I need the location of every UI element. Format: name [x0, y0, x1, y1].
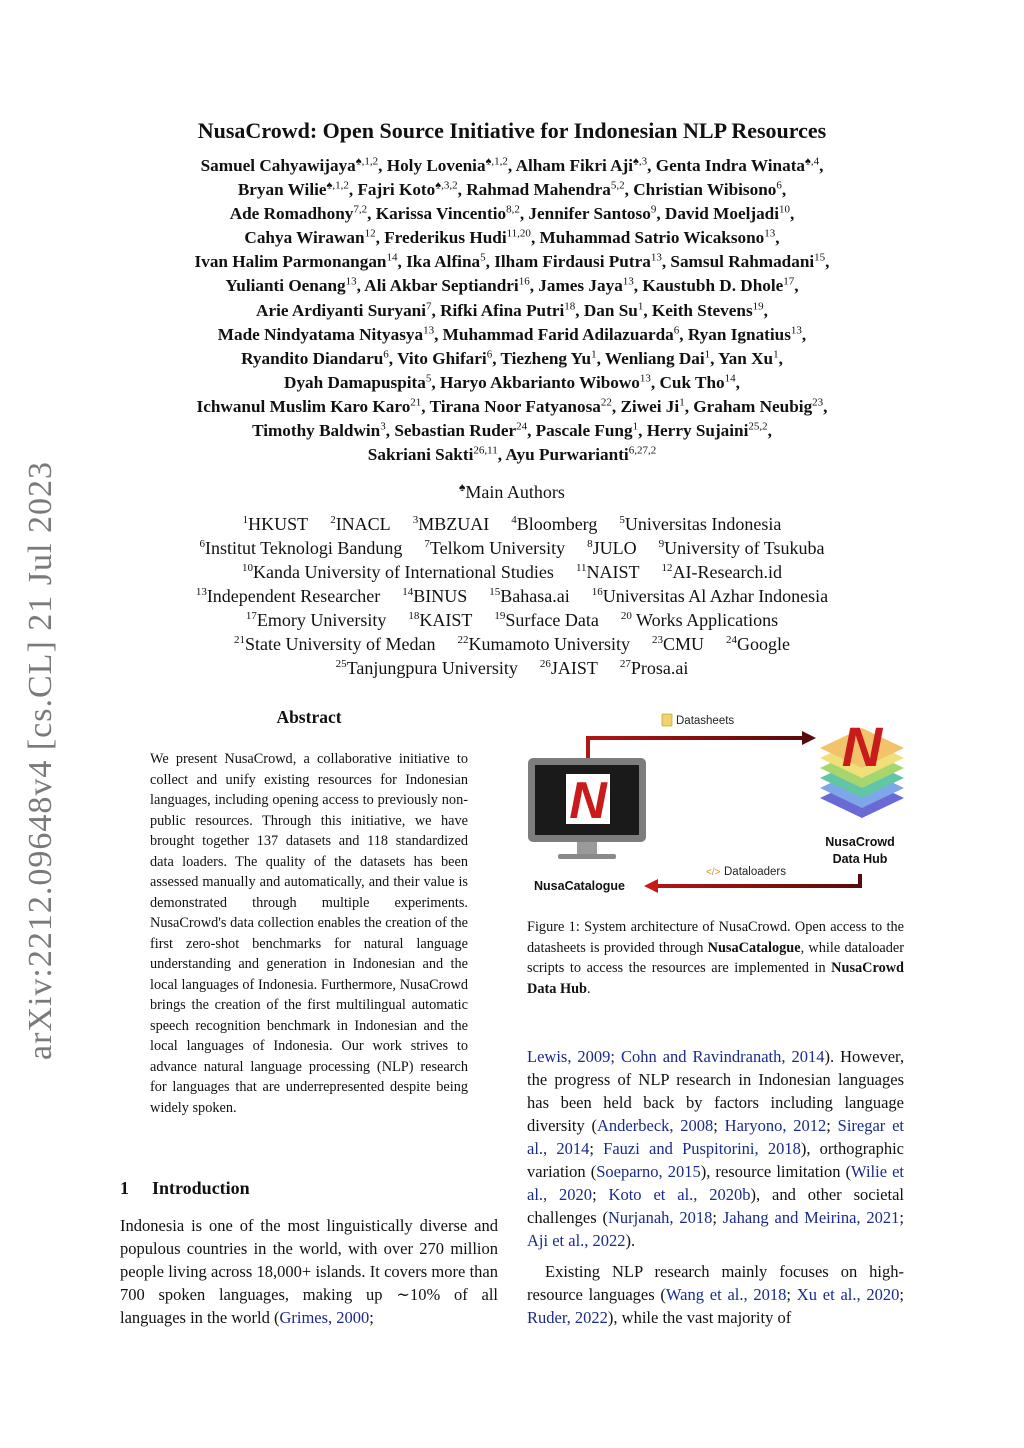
body-text: ;	[589, 1139, 604, 1158]
author-affiliation-marker: 9	[650, 203, 657, 216]
author-affiliation-marker: 1	[704, 348, 711, 361]
author-affiliation-marker: 13	[622, 275, 634, 288]
affiliation-number: 10	[242, 562, 253, 574]
author-name: Dyah Damapuspita	[284, 372, 426, 392]
affiliation-name: Bloomberg	[516, 514, 598, 534]
caption-bold-term: NusaCrowd Data Hub	[527, 960, 904, 997]
author-line: Ichwanul Muslim Karo Karo$^{21}$, Tirana Noor Fatyanosa$^{22}$, Ziwei Ji$^1$, Graham Neubig$^{23}$,	[196, 396, 828, 416]
author-name: Holy Lovenia	[386, 156, 486, 175]
author-affiliation-marker: ♠,3	[633, 155, 648, 168]
affiliation-name: Independent Researcher	[206, 586, 381, 606]
citation-link[interactable]: Jahang and Meirina, 2021	[722, 1208, 900, 1227]
author-affiliation-marker: 18	[564, 299, 576, 312]
affiliation-name: Universitas Al Azhar Indonesia	[602, 586, 829, 606]
datasheets-label: Datasheets	[676, 715, 735, 727]
affiliation-item	[234, 634, 435, 654]
affiliation-line	[100, 536, 924, 560]
document-icon	[662, 714, 672, 726]
affiliation-line	[100, 656, 924, 680]
author-affiliation-marker: 25,2	[748, 420, 768, 433]
affiliation-item	[243, 514, 309, 534]
author-affiliation-marker: 15	[814, 251, 826, 264]
affiliation-name: Prosa.ai	[630, 658, 689, 678]
citation-link[interactable]: Cohn and Ravindranath, 2014	[620, 1047, 825, 1066]
author-affiliation-marker: 6	[673, 323, 680, 336]
author-affiliation-marker: 13	[764, 227, 776, 240]
body-text: ;	[826, 1116, 838, 1135]
author-line: Samuel Cahyawijaya$^{♠,1,2}$, Holy Lovenia$^{♠,1,2}$, Alham Fikri Aji$^{♠,3}$, Genta Indra Winata$^{♠,4}$,	[200, 155, 824, 175]
affiliation-number: 25	[335, 658, 347, 670]
citation-link[interactable]: Xu et al., 2020	[796, 1285, 900, 1304]
affiliation-name: Kanda University of International Studies	[253, 562, 554, 582]
author-name: Alham Fikri Aji	[515, 156, 634, 175]
affiliation-number: 16	[591, 586, 603, 598]
author-affiliation-marker: 14	[724, 372, 736, 385]
affiliation-name: MBZUAI	[418, 514, 490, 534]
affiliation-number: 8	[587, 538, 593, 550]
affiliation-item	[726, 634, 790, 654]
paragraph	[527, 1260, 904, 1329]
author-name: Sebastian Ruder	[394, 421, 517, 441]
author-name: Samsul Rahmadani	[670, 252, 815, 272]
right-column-text	[527, 1045, 904, 1329]
affiliation-name: Emory University	[256, 610, 387, 630]
affiliation-item	[659, 538, 825, 558]
author-name: Ade Romadhony	[229, 204, 354, 224]
author-affiliation-marker: ♠,3,2	[435, 179, 458, 192]
citation-link[interactable]: Haryono, 2012	[724, 1116, 827, 1135]
affiliation-item	[489, 586, 569, 606]
affiliation-item	[199, 538, 402, 558]
author-affiliation-marker: 1	[637, 299, 644, 312]
author-name: Dan Su	[583, 300, 638, 320]
affiliation-name: Kumamoto University	[468, 634, 630, 654]
dataloaders-label: Dataloaders	[724, 866, 787, 878]
author-name: Ryan Ignatius	[687, 324, 791, 344]
section-heading-introduction	[120, 1178, 250, 1199]
author-name: Arie Ardiyanti Suryani	[256, 300, 427, 320]
citation-link[interactable]: Soeparno, 2015	[596, 1162, 701, 1181]
caption-text: .	[586, 980, 591, 997]
code-icon: </>	[706, 867, 721, 878]
affiliation-name: State University of Medan	[245, 634, 436, 654]
affiliation-name: KAIST	[419, 610, 473, 630]
author-name: Jennifer Santoso	[528, 204, 651, 224]
affiliation-number: 19	[494, 610, 506, 622]
author-affiliation-marker: 23	[812, 396, 824, 409]
author-name: Tirana Noor Fatyanosa	[429, 396, 601, 416]
author-name: Yulianti Oenang	[225, 276, 346, 296]
intro-text-end: ;	[369, 1308, 374, 1327]
author-affiliation-marker: 19	[752, 299, 764, 312]
author-name: Ika Alfina	[406, 252, 481, 272]
affiliation-line	[100, 512, 924, 536]
affiliation-number: 27	[619, 658, 631, 670]
affiliation-item	[330, 514, 391, 534]
affiliation-line	[100, 608, 924, 632]
body-text: ;	[713, 1116, 725, 1135]
author-affiliation-marker: 7	[426, 299, 432, 312]
affiliation-number: 5	[619, 514, 625, 526]
affiliation-number: 9	[658, 538, 665, 550]
body-text: ). However, the progress of NLP research in Indonesian languages has been held back by factors including language diversity (	[527, 1047, 905, 1135]
citation-link[interactable]: Nurjanah, 2018	[608, 1208, 713, 1227]
author-affiliation-marker: 26,11	[473, 444, 498, 457]
author-name: Ziwei Ji	[620, 396, 680, 416]
affiliation-item	[494, 610, 598, 630]
author-name: Bryan Wilie	[237, 180, 327, 200]
section-title: Introduction	[152, 1178, 250, 1198]
author-name: Samuel Cahyawijaya	[200, 156, 356, 175]
author-affiliation-marker: 5,2	[610, 179, 625, 192]
hub-logo-icon	[842, 715, 884, 778]
dataloaders-arrowhead	[644, 879, 658, 893]
author-affiliation-marker: 17	[783, 275, 795, 288]
author-name: Timothy Baldwin	[252, 421, 381, 441]
affiliation-item	[511, 514, 597, 534]
author-name: Muhammad Satrio Wicaksono	[539, 228, 765, 248]
citation-link[interactable]: Siregar et al., 2014	[527, 1116, 904, 1158]
paper-title: NusaCrowd: Open Source Initiative for Indonesian NLP Resources	[197, 118, 827, 143]
affiliation-item	[620, 658, 689, 678]
author-name: Graham Neubig	[693, 396, 813, 416]
affiliation-item	[540, 658, 598, 678]
author-line: Bryan Wilie$^{♠,1,2}$, Fajri Koto$^{♠,3,2}$, Rahmad Mahendra$^{5,2}$, Christian Wibisono$^6$,	[237, 179, 787, 200]
body-text: ), orthographic variation (	[527, 1139, 904, 1181]
svg-text:N: N	[569, 772, 607, 830]
affiliation-name: JULO	[592, 538, 637, 558]
author-affiliation-marker: 11,20	[506, 227, 531, 240]
affiliation-name: Google	[736, 634, 790, 654]
affiliation-number: 11	[575, 562, 587, 574]
author-name: Sakriani Sakti	[367, 445, 474, 465]
affiliation-item	[457, 634, 629, 654]
affiliation-item	[592, 586, 828, 606]
author-affiliation-marker: 1	[679, 396, 685, 409]
affiliation-line	[100, 584, 924, 608]
affiliation-number: 7	[424, 538, 430, 550]
author-affiliation-marker: 1	[632, 420, 639, 433]
author-affiliation-marker: 5	[425, 372, 432, 385]
author-name: Haryo Akbarianto Wibowo	[439, 372, 640, 392]
body-text: ;	[592, 1185, 609, 1204]
affiliation-number: 22	[457, 634, 469, 646]
affiliation-number: 17	[245, 610, 257, 622]
author-affiliation-marker: 14	[386, 251, 398, 264]
body-text: ), while the vast majority of	[607, 1308, 792, 1327]
citation-link[interactable]: Fauzi and Puspitorini, 2018	[603, 1139, 801, 1158]
section-number: 1	[120, 1178, 129, 1198]
author-affiliation-marker: 24	[516, 420, 528, 433]
author-affiliation-marker: 22	[600, 396, 612, 409]
affiliation-item	[246, 610, 386, 630]
author-line: Ade Romadhony$^{7,2}$, Karissa Vincentio$^{8,2}$, Jennifer Santoso$^9$, David Moeljadi$^{10}$,	[229, 203, 795, 224]
author-affiliation-marker: 5	[480, 251, 486, 264]
citation-link[interactable]: Aji et al., 2022	[527, 1231, 626, 1250]
affiliation-item	[621, 610, 778, 630]
author-name: Fajri Koto	[357, 180, 436, 200]
author-affiliation-marker: 6	[383, 348, 389, 361]
author-affiliation-marker: 13	[345, 275, 357, 288]
affiliation-number: 15	[489, 586, 501, 598]
author-name: Ivan Halim Parmonangan	[194, 252, 387, 272]
author-list	[112, 154, 912, 467]
affiliation-name: Surface Data	[505, 610, 599, 630]
affiliation-name: HKUST	[248, 514, 309, 534]
nusacrowd-logo-icon	[566, 772, 610, 830]
affiliation-name: BINUS	[413, 586, 468, 606]
affiliation-item	[336, 658, 518, 678]
author-affiliation-marker: 6,27,2	[628, 444, 657, 457]
affiliation-name: INACL	[335, 514, 391, 534]
abstract-text: We present NusaCrowd, a collaborative initiative to collect and unify existing resources for Indonesian languages, including opening access to previously non-public resources. Through this initiative, we have brought together 137 datasets and 118 standardized data loaders. The quality of the datasets has been assessed manually and automatically, and their value is demonstrated through multiple experiments. NusaCrowd's data collection enables the creation of the first zero-shot benchmarks for natural language understanding and generation in Indonesian and the local languages of Indonesia. Furthermore, NusaCrowd brings the creation of the first multilingual automatic speech recognition benchmark in Indonesian and the local languages of Indonesia. Our work strives to advance natural language processing (NLP) research for languages that are underrepresented despite being widely spoken.	[150, 751, 468, 1116]
affiliation-number: 14	[402, 586, 414, 598]
affiliation-number: 23	[651, 634, 663, 646]
system-architecture-figure	[522, 708, 912, 900]
author-name: Karissa Vincentio	[375, 204, 507, 224]
author-affiliation-marker: 21	[410, 396, 422, 409]
author-name: Rahmad Mahendra	[466, 180, 611, 200]
affiliation-number: 3	[412, 514, 419, 526]
citation-link[interactable]: Anderbeck, 2008	[597, 1116, 714, 1135]
affiliation-name: Works Applications	[631, 610, 779, 630]
author-name: Ayu Purwarianti	[505, 445, 629, 465]
datasheets-arrow	[588, 738, 802, 758]
author-name: Wenliang Dai	[604, 348, 705, 368]
author-name: Cahya Wirawan	[244, 228, 365, 248]
caption-bold-term: NusaCatalogue	[707, 939, 801, 956]
affiliation-number: 4	[511, 514, 517, 526]
author-affiliation-marker: ♠,1,2	[326, 179, 349, 192]
author-line: Made Nindyatama Nityasya$^{13}$, Muhammad Farid Adilazuarda$^6$, Ryan Ignatius$^{13}$,	[217, 323, 807, 344]
affiliation-line	[100, 632, 924, 656]
author-affiliation-marker: 6	[776, 179, 782, 192]
affiliation-item	[587, 538, 637, 558]
affiliation-name: Tanjungpura University	[346, 658, 518, 678]
author-name: Kaustubh D. Dhole	[642, 276, 784, 296]
affiliation-item	[619, 514, 781, 534]
hub-label-line1: NusaCrowd	[825, 835, 895, 849]
affiliation-number: 20	[620, 610, 632, 622]
author-name: Tiezheng Yu	[500, 348, 592, 368]
affiliation-number: 13	[195, 586, 207, 598]
body-text: ;	[786, 1285, 797, 1304]
affiliation-number: 24	[725, 634, 737, 646]
author-affiliation-marker: 7,2	[353, 203, 368, 216]
author-name: Christian Wibisono	[633, 180, 777, 200]
affiliation-number: 6	[199, 538, 205, 550]
affiliation-list	[100, 512, 924, 680]
figure-caption	[527, 917, 904, 999]
intro-paragraph	[120, 1214, 498, 1329]
author-line: Yulianti Oenang$^{13}$, Ali Akbar Septiandri$^{16}$, James Jaya$^{13}$, Kaustubh D. Dhole$^{17}$,	[225, 275, 799, 296]
datasheets-arrowhead	[802, 731, 816, 745]
affiliation-item	[576, 562, 640, 582]
author-name: Muhammad Farid Adilazuarda	[442, 324, 674, 344]
affiliation-name: Bahasa.ai	[500, 586, 570, 606]
abstract-heading: Abstract	[276, 707, 342, 727]
affiliation-item	[402, 586, 467, 606]
arxiv-identifier-stamp: arXiv:2212.09648v4 [cs.CL] 21 Jul 2023	[22, 461, 59, 1060]
author-name: Yan Xu	[718, 348, 774, 368]
author-affiliation-marker: 1	[773, 348, 779, 361]
author-affiliation-marker: 6	[486, 348, 493, 361]
author-affiliation-marker: 8,2	[506, 203, 520, 216]
affiliation-item	[662, 562, 782, 582]
author-line: Dyah Damapuspita$^5$, Haryo Akbarianto Wibowo$^{13}$, Cuk Tho$^{14}$,	[284, 372, 740, 392]
author-affiliation-marker: 1	[591, 348, 597, 361]
citation-link[interactable]: ;	[610, 1047, 621, 1066]
author-name: Keith Stevens	[651, 300, 753, 320]
affiliation-name: Telkom University	[429, 538, 566, 558]
spade-symbol: ♠	[459, 480, 466, 494]
affiliation-item	[652, 634, 704, 654]
body-text: ;	[899, 1208, 904, 1227]
affiliation-number: 18	[408, 610, 420, 622]
author-name: Rifki Afina Putri	[440, 300, 565, 320]
hub-label-line2: Data Hub	[832, 852, 888, 866]
affiliation-line	[100, 560, 924, 584]
author-affiliation-marker: 13	[423, 323, 435, 336]
author-name: Ryandito Diandaru	[241, 348, 384, 368]
affiliation-number: 26	[539, 658, 551, 670]
svg-text:N: N	[841, 715, 883, 778]
affiliation-item	[413, 514, 490, 534]
citation-link[interactable]: Wilie et al., 2020	[527, 1162, 904, 1204]
author-affiliation-marker: ♠,1,2	[485, 155, 508, 168]
main-authors-label: Main Authors	[465, 482, 565, 502]
paragraph	[527, 1045, 904, 1252]
author-line: Timothy Baldwin$^3$, Sebastian Ruder$^{24}$, Pascale Fung$^1$, Herry Sujaini$^{25,2}$,	[252, 420, 772, 441]
author-name: Made Nindyatama Nityasya	[217, 324, 424, 344]
author-line: Sakriani Sakti$^{26,11}$, Ayu Purwarianti$^{6,27,2}$	[367, 444, 657, 465]
affiliation-number: 1	[242, 514, 249, 526]
affiliation-item	[424, 538, 565, 558]
body-text: ).	[625, 1231, 636, 1250]
author-affiliation-marker: 16	[518, 275, 530, 288]
author-name: Cuk Tho	[659, 372, 725, 392]
author-affiliation-marker: 3	[380, 420, 386, 433]
author-line: Ivan Halim Parmonangan$^{14}$, Ika Alfina$^5$, Ilham Firdausi Putra$^{13}$, Samsul Rahmadani$^{15}$,	[194, 251, 830, 272]
architecture-diagram	[522, 708, 912, 900]
affiliation-number: 21	[234, 634, 246, 646]
author-affiliation-marker: 12	[364, 227, 376, 240]
author-name: Ali Akbar Septiandri	[364, 276, 519, 296]
affiliation-name: University of Tsukuba	[664, 538, 825, 558]
affiliation-name: NAIST	[586, 562, 640, 582]
nusacatalogue-label: NusaCatalogue	[534, 879, 625, 893]
author-name: Vito Ghifari	[397, 348, 487, 368]
author-line: Arie Ardiyanti Suryani$^7$, Rifki Afina Putri$^{18}$, Dan Su$^1$, Keith Stevens$^{19}$,	[256, 299, 768, 320]
author-affiliation-marker: 13	[639, 372, 651, 385]
body-text: ;	[712, 1208, 723, 1227]
author-name: Pascale Fung	[535, 421, 633, 441]
author-name: Frederikus Hudi	[384, 228, 507, 248]
intro-text: Indonesia is one of the most linguistically diverse and populous countries in the world, with over 270 million people living across 18,000+ islands. It covers more than 700 spoken languages, making up ∼10% of all languages in the world (	[120, 1216, 498, 1327]
affiliation-name: Institut Teknologi Bandung	[204, 538, 403, 558]
affiliation-item	[408, 610, 472, 630]
affiliation-number: 2	[330, 514, 336, 526]
author-affiliation-marker: 10	[779, 203, 791, 216]
body-text: ), and other societal challenges (	[527, 1185, 904, 1227]
affiliation-name: Universitas Indonesia	[624, 514, 782, 534]
affiliation-item	[242, 562, 554, 582]
affiliation-name: AI-Research.id	[672, 562, 782, 582]
body-text: ;	[899, 1285, 904, 1304]
author-line: Cahya Wirawan$^{12}$, Frederikus Hudi$^{11,20}$, Muhammad Satrio Wicaksono$^{13}$,	[244, 227, 780, 248]
body-text: Existing NLP research mainly focuses on high-resource languages (	[527, 1262, 904, 1304]
author-affiliation-marker: 13	[790, 323, 802, 336]
author-name: David Moeljadi	[664, 204, 780, 224]
author-name: Ichwanul Muslim Karo Karo	[196, 396, 411, 416]
citation-link[interactable]: Lewis, 2009	[527, 1047, 611, 1066]
author-affiliation-marker: 13	[650, 251, 662, 264]
caption-text: Figure 1: System architecture of NusaCrowd. Open access to the datasheets is provided through	[527, 919, 904, 956]
author-affiliation-marker: ♠,1,2	[355, 155, 379, 168]
affiliation-item	[196, 586, 380, 606]
citation-link[interactable]: Ruder, 2022	[527, 1308, 608, 1327]
caption-text: , while dataloader scripts to access the resources are implemented in	[527, 939, 904, 976]
citation-link[interactable]: Grimes, 2000	[279, 1308, 370, 1327]
author-affiliation-marker: ♠,4	[805, 155, 820, 168]
affiliation-name: CMU	[662, 634, 704, 654]
citation-link[interactable]: Koto et al., 2020b	[608, 1185, 751, 1204]
citation-link[interactable]: Wang et al., 2018	[665, 1285, 787, 1304]
affiliation-number: 12	[661, 562, 673, 574]
affiliation-name: JAIST	[550, 658, 598, 678]
author-name: Herry Sujaini	[646, 421, 749, 441]
author-name: Genta Indra Winata	[655, 156, 806, 175]
main-authors-note	[0, 480, 1024, 503]
author-line: Ryandito Diandaru$^6$, Vito Ghifari$^6$, Tiezheng Yu$^1$, Wenliang Dai$^1$, Yan Xu$^1$,	[241, 348, 783, 368]
author-name: James Jaya	[538, 276, 623, 296]
author-name: Ilham Firdausi Putra	[494, 252, 651, 272]
body-text: ), resource limitation (	[700, 1162, 852, 1181]
